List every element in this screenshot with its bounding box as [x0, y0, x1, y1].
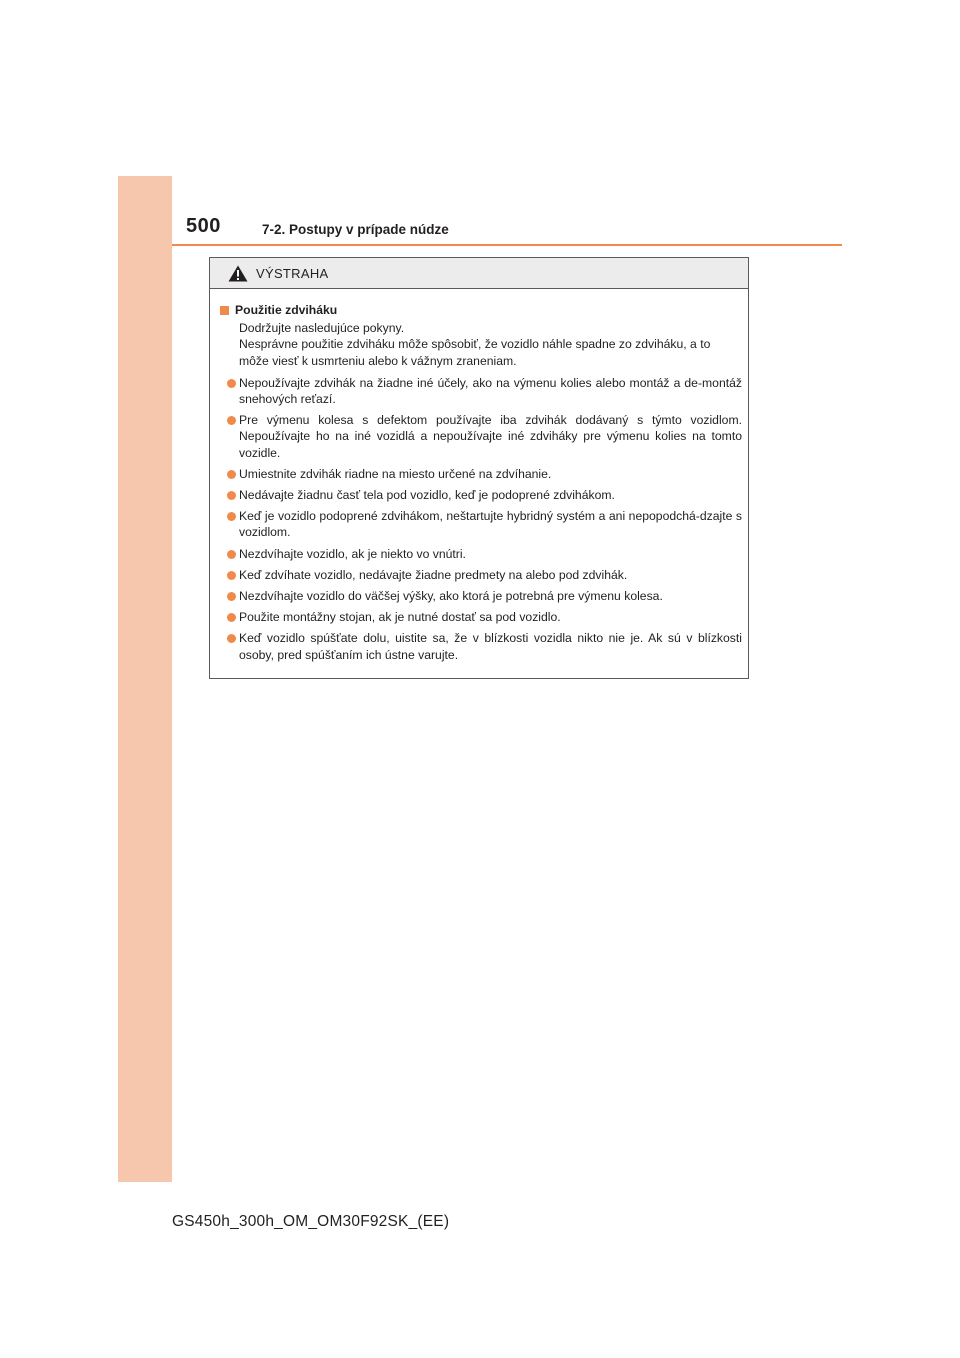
list-item	[220, 609, 742, 625]
list-item-text: Umiestnite zdvihák riadne na miesto určené na zdvíhanie.	[239, 466, 552, 481]
warning-intro	[220, 320, 742, 369]
round-bullet-icon	[227, 470, 236, 479]
list-item-text: Použite montážny stojan, ak je nutné dostať sa pod vozidlo.	[239, 610, 561, 625]
warning-header	[210, 258, 748, 289]
warning-bullet-list	[220, 375, 742, 663]
document-code: GS450h_300h_OM_OM30F92SK_(EE)	[172, 1213, 450, 1230]
list-item-text: Keď vozidlo spúšťate dolu, uistite sa, že v blízkosti vozidla nikto nie je. Ak sú v blízkosti osoby, pred spúšťaním ich ústne varujte.	[239, 631, 742, 662]
round-bullet-icon	[227, 550, 236, 559]
warning-title: VÝSTRAHA	[256, 265, 329, 281]
warning-triangle-icon	[228, 265, 248, 282]
list-item-text: Pre výmenu kolesa s defektom používajte iba zdvihák dodávaný s týmto vozidlom. Nepoužívajte ho na iné vozidlá a nepoužívajte iné zdviháky pre výmenu kolies na tomto vozidle.	[239, 413, 742, 460]
warning-body	[210, 289, 748, 663]
list-item-text: Keď je vozidlo podoprené zdvihákom, neštartujte hybridný systém a ani nepopodchá-dzajte s vozidlom.	[239, 509, 742, 540]
intro-line: Nesprávne použitie zdviháku môže spôsobiť, že vozidlo náhle spadne zo zdviháku, a to môže viesť k usmrteniu alebo k vážnym zraneniam.	[239, 337, 711, 368]
list-item-text: Nepoužívajte zdvihák na žiadne iné účely, ako na výmenu kolies alebo montáž a de-montáž snehových reťazí.	[239, 375, 742, 407]
list-item-text: Nezdvíhajte vozidlo, ak je niekto vo vnútri.	[239, 546, 466, 561]
round-bullet-icon	[227, 634, 236, 643]
list-item	[220, 487, 742, 503]
list-item	[220, 588, 742, 604]
round-bullet-icon	[227, 571, 236, 580]
page-number: 500	[186, 215, 221, 237]
list-item-text: Keď zdvíhate vozidlo, nedávajte žiadne predmety na alebo pod zdvihák.	[239, 567, 628, 582]
round-bullet-icon	[227, 491, 236, 500]
warning-topic	[220, 302, 742, 318]
list-item	[220, 630, 742, 662]
intro-line: Dodržujte nasledujúce pokyny.	[239, 321, 405, 336]
list-item	[220, 412, 742, 461]
header-divider	[172, 244, 842, 246]
warning-box	[209, 257, 749, 679]
list-item	[220, 546, 742, 562]
list-item	[220, 567, 742, 583]
list-item	[220, 375, 742, 407]
round-bullet-icon	[227, 613, 236, 622]
round-bullet-icon	[227, 592, 236, 601]
section-title: 7-2. Postupy v prípade núdze	[262, 222, 449, 237]
round-bullet-icon	[227, 416, 236, 425]
side-color-band	[118, 176, 172, 1182]
warning-topic-label: Použitie zdviháku	[235, 303, 338, 317]
list-item	[220, 508, 742, 540]
round-bullet-icon	[227, 379, 236, 388]
list-item-text: Nedávajte žiadnu časť tela pod vozidlo, keď je podoprené zdvihákom.	[239, 488, 615, 503]
list-item	[220, 466, 742, 482]
round-bullet-icon	[227, 512, 236, 521]
square-bullet-icon	[220, 306, 229, 315]
list-item-text: Nezdvíhajte vozidlo do väčšej výšky, ako ktorá je potrebná pre výmenu kolesa.	[239, 589, 663, 604]
